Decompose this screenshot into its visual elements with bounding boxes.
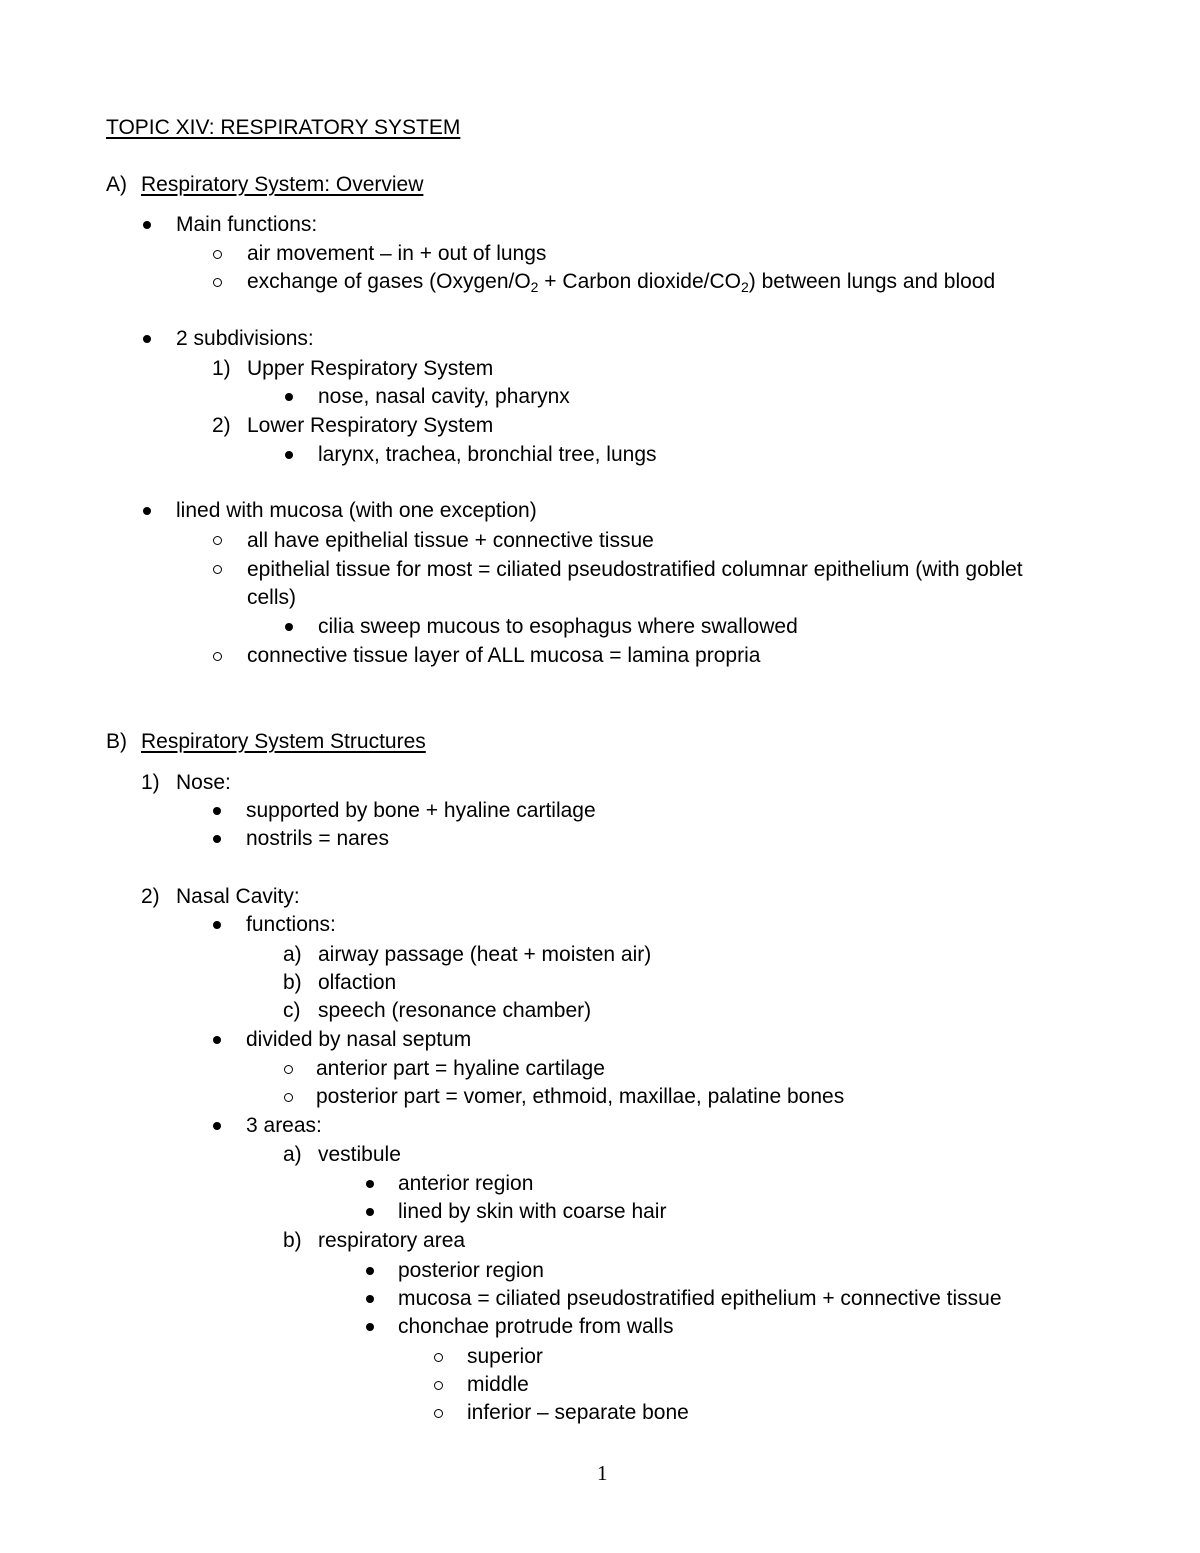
nose-item-1: supported by bone + hyaline cartilage	[246, 799, 596, 822]
circle-bullet-icon	[434, 1381, 443, 1390]
bullet-icon	[213, 835, 221, 843]
vestibule-item-2: lined by skin with coarse hair	[398, 1200, 667, 1223]
nose-marker: 1)	[141, 771, 160, 794]
circle-bullet-icon	[213, 536, 222, 545]
bullet-icon	[366, 1267, 374, 1275]
page-number: 1	[597, 1461, 608, 1485]
circle-bullet-icon	[213, 652, 222, 661]
section-a-marker: A)	[106, 173, 127, 196]
circle-bullet-icon	[434, 1353, 443, 1362]
respiratory-item-2: mucosa = ciliated pseudostratified epithelium + connective tissue	[398, 1287, 1002, 1310]
function-air-movement: air movement – in + out of lungs	[247, 242, 547, 265]
bullet-icon	[285, 623, 293, 631]
subdivision-lower-detail: larynx, trachea, bronchial tree, lungs	[318, 443, 657, 466]
circle-bullet-icon	[284, 1093, 293, 1102]
bullet-icon	[285, 451, 293, 459]
concha-superior: superior	[467, 1345, 543, 1368]
section-a-heading: Respiratory System: Overview	[141, 173, 424, 196]
bullet-icon	[213, 1036, 221, 1044]
bullet-icon	[213, 921, 221, 929]
bullet-icon	[366, 1295, 374, 1303]
respiratory-item-3: chonchae protrude from walls	[398, 1315, 674, 1338]
mucosa-item-2-cont: cells)	[247, 586, 297, 609]
mucosa-item-2: epithelial tissue for most = ciliated pseudostratified columnar epithelium (with goblet	[247, 558, 1023, 581]
circle-bullet-icon	[213, 565, 222, 574]
page-title: TOPIC XIV: RESPIRATORY SYSTEM	[106, 116, 461, 139]
circle-bullet-icon	[434, 1409, 443, 1418]
subdivision-upper-detail: nose, nasal cavity, pharynx	[318, 385, 570, 408]
circle-bullet-icon	[213, 278, 222, 287]
area-respiratory: respiratory area	[318, 1229, 466, 1252]
bullet-icon	[366, 1323, 374, 1331]
subdivision-1-marker: 1)	[212, 357, 231, 380]
bullet-icon	[143, 221, 151, 229]
nasal-cavity-marker: 2)	[141, 885, 160, 908]
function-gas-exchange: exchange of gases ($Oxygen/O_2$ + Carbon dioxide/$CO_2$) between lungs and blood	[247, 270, 996, 295]
subdivisions-label: 2 subdivisions:	[176, 327, 314, 350]
function-b: olfaction	[318, 971, 397, 994]
function-b-marker: b)	[283, 971, 302, 994]
section-b-marker: B)	[106, 730, 127, 753]
respiratory-item-1: posterior region	[398, 1259, 544, 1282]
functions-label: functions:	[246, 913, 336, 936]
area-vestibule: vestibule	[318, 1143, 401, 1166]
function-c: speech (resonance chamber)	[318, 999, 592, 1022]
bullet-icon	[213, 1122, 221, 1130]
circle-bullet-icon	[213, 250, 222, 259]
subdivision-upper: Upper Respiratory System	[247, 357, 494, 380]
circle-bullet-icon	[284, 1065, 293, 1074]
bullet-icon	[366, 1208, 374, 1216]
subdivision-lower: Lower Respiratory System	[247, 414, 494, 437]
nose-item-2: nostrils = nares	[246, 827, 389, 850]
areas-label: 3 areas:	[246, 1114, 322, 1137]
vestibule-item-1: anterior region	[398, 1172, 534, 1195]
bullet-icon	[143, 507, 151, 515]
function-c-marker: c)	[283, 999, 301, 1022]
subdivision-2-marker: 2)	[212, 414, 231, 437]
septum-anterior: anterior part = hyaline cartilage	[316, 1057, 605, 1080]
function-a-marker: a)	[283, 943, 302, 966]
mucosa-item-1: all have epithelial tissue + connective tissue	[247, 529, 654, 552]
concha-middle: middle	[467, 1373, 529, 1396]
concha-inferior: inferior – separate bone	[467, 1401, 689, 1424]
nasal-cavity-heading: Nasal Cavity:	[176, 885, 300, 908]
mucosa-item-2-detail: cilia sweep mucous to esophagus where swallowed	[318, 615, 798, 638]
bullet-icon	[213, 807, 221, 815]
septum-posterior: posterior part = vomer, ethmoid, maxillae, palatine bones	[316, 1085, 845, 1108]
mucosa-label: lined with mucosa (with one exception)	[176, 499, 537, 522]
bullet-icon	[366, 1180, 374, 1188]
nose-heading: Nose:	[176, 771, 231, 794]
bullet-icon	[285, 393, 293, 401]
area-b-marker: b)	[283, 1229, 302, 1252]
mucosa-item-3: connective tissue layer of ALL mucosa = lamina propria	[247, 644, 761, 667]
main-functions-label: Main functions:	[176, 213, 318, 236]
septum-label: divided by nasal septum	[246, 1028, 472, 1051]
function-a: airway passage (heat + moisten air)	[318, 943, 652, 966]
area-a-marker: a)	[283, 1143, 302, 1166]
bullet-icon	[143, 335, 151, 343]
section-b-heading: Respiratory System Structures	[141, 730, 426, 753]
